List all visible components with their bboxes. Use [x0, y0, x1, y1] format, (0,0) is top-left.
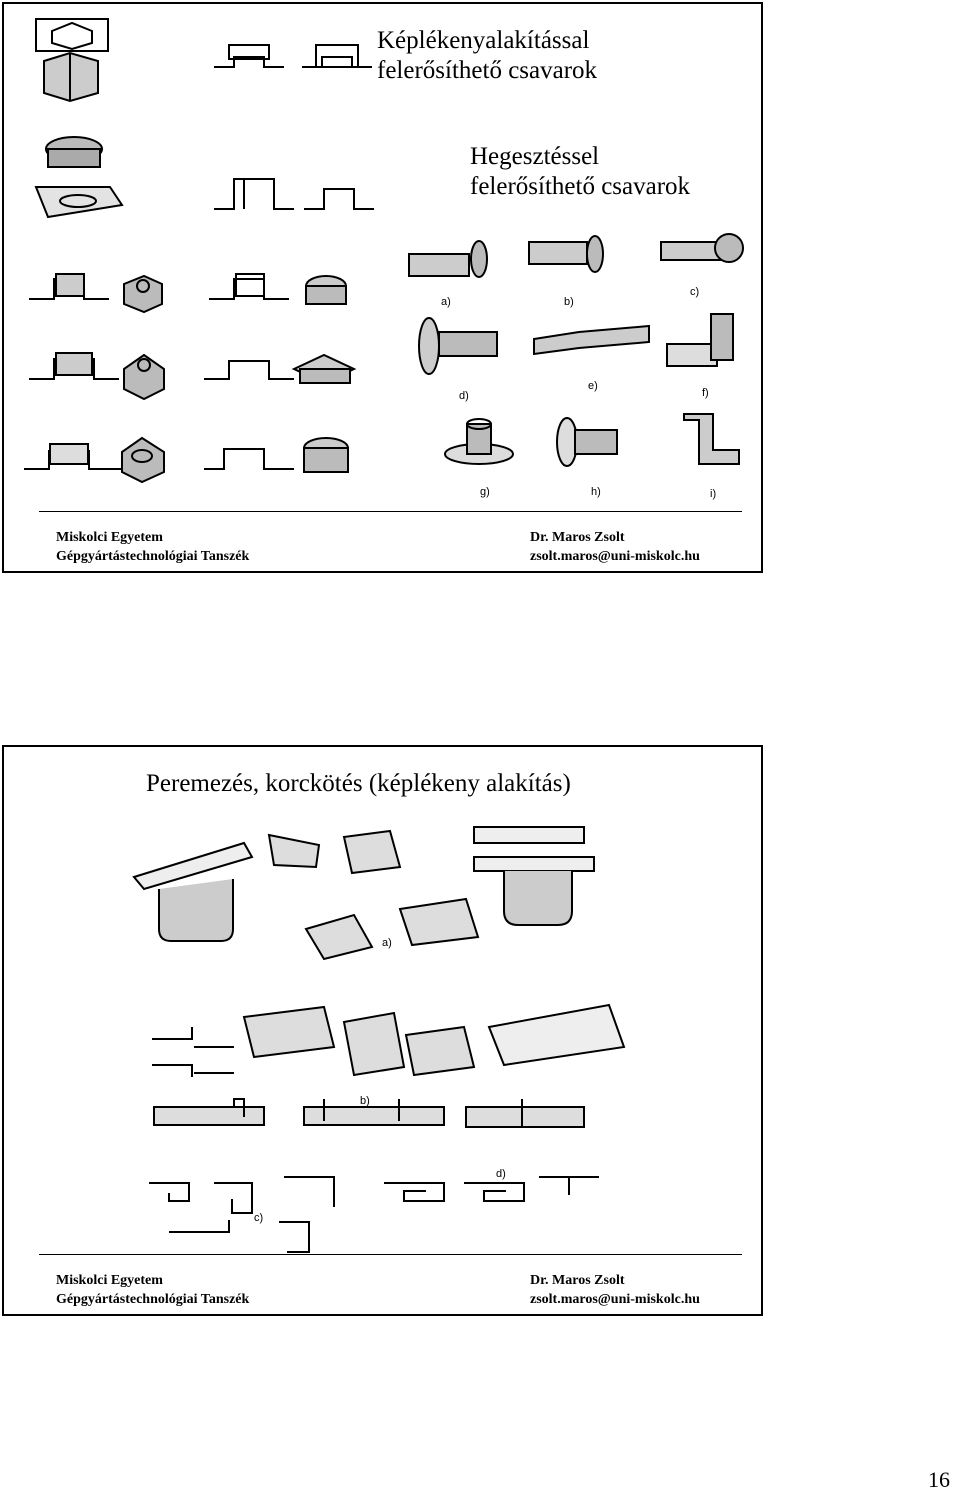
slide2-title: Peremezés, korckötés (képlékeny alakítás): [146, 770, 571, 797]
label-a: a): [382, 937, 392, 949]
label-d: d): [459, 390, 469, 402]
slide1-title-line1: Képlékenyalakítással: [377, 27, 590, 54]
label-f: f): [702, 387, 709, 399]
press-nut-illustrations: [14, 9, 374, 499]
footer-right: [530, 528, 700, 566]
footer-institution: Miskolci Egyetem: [56, 530, 163, 545]
footer-email: zsolt.maros@uni-miskolc.hu: [530, 1292, 700, 1307]
label-b: b): [564, 296, 574, 308]
label-a: a): [441, 296, 451, 308]
footer-department: Gépgyártástechnológiai Tanszék: [56, 549, 250, 564]
slide1-subtitle-line2: felerősíthető csavarok: [470, 173, 691, 200]
stud-a: [409, 241, 487, 277]
slide-2: [2, 745, 763, 1316]
stud-e: [534, 326, 649, 354]
seam-illustrations: [34, 817, 734, 1257]
footer-right: [530, 1271, 700, 1309]
label-i: i): [710, 488, 717, 500]
slide1-subtitle: [470, 142, 690, 202]
stud-f: [667, 314, 733, 366]
footer-divider: [39, 511, 742, 512]
slide1-title: [377, 26, 597, 86]
footer-divider: [39, 1254, 742, 1255]
footer-left: [56, 528, 249, 566]
label-g: g): [480, 486, 490, 498]
stud-c: [661, 234, 743, 262]
weld-stud-illustrations: [399, 214, 759, 474]
label-e: e): [588, 380, 598, 392]
footer-author: Dr. Maros Zsolt: [530, 1273, 625, 1288]
label-h: h): [591, 486, 601, 498]
slide-1: [2, 2, 763, 573]
footer-left: [56, 1271, 249, 1309]
stud-g: [445, 419, 513, 464]
slide1-subtitle-line1: Hegesztéssel: [470, 143, 600, 170]
footer-department: Gépgyártástechnológiai Tanszék: [56, 1292, 250, 1307]
label-c: c): [690, 286, 700, 298]
label-c: c): [254, 1212, 264, 1224]
label-b: b): [360, 1095, 370, 1107]
footer-author: Dr. Maros Zsolt: [530, 530, 625, 545]
page-number: 16: [928, 1467, 950, 1492]
stud-h: [557, 418, 617, 466]
stud-i: [684, 414, 739, 464]
slide1-title-line2: felerősíthető csavarok: [377, 57, 598, 84]
stud-d: [419, 318, 497, 374]
footer-email: zsolt.maros@uni-miskolc.hu: [530, 549, 700, 564]
label-d: d): [496, 1168, 506, 1180]
stud-b: [529, 236, 603, 272]
footer-institution: Miskolci Egyetem: [56, 1273, 163, 1288]
